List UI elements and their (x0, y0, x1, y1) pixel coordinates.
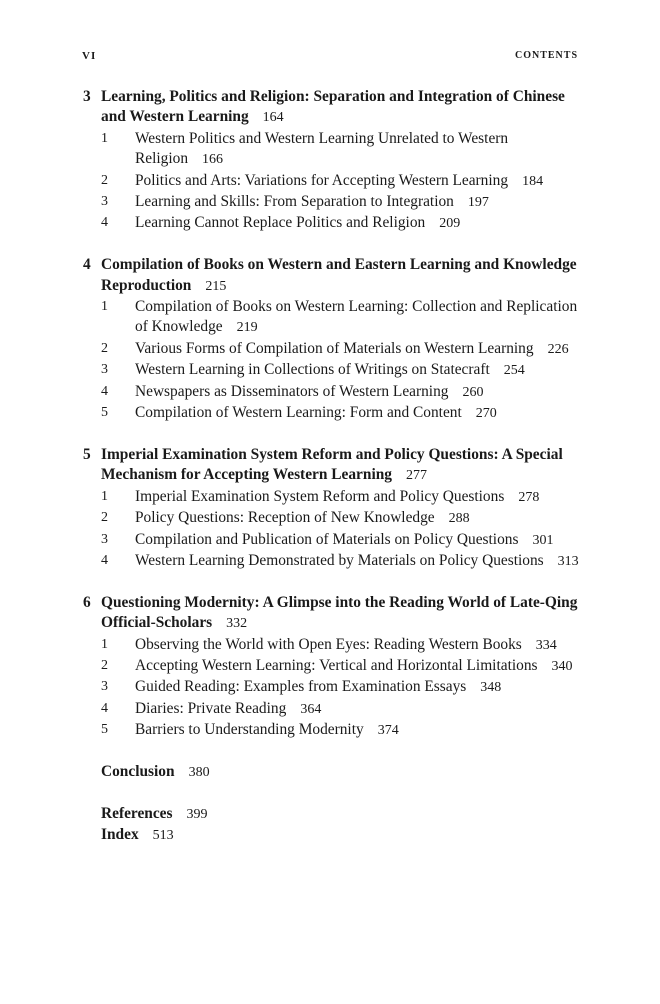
section-title: Compilation and Publication of Materials on Policy Questions (135, 530, 519, 548)
section-number: 3 (101, 531, 108, 547)
page-number: 226 (547, 341, 569, 357)
section-entry[interactable] (82, 508, 582, 529)
running-head (82, 50, 578, 64)
page-number: 219 (236, 320, 258, 336)
section-title: Compilation of Books on Western Learning: Collection and Replication of Knowledge (135, 298, 578, 336)
section-title: Imperial Examination System Reform and Policy Questions (135, 487, 505, 505)
section-number: 2 (101, 172, 108, 188)
section-number: 3 (101, 679, 108, 695)
chapter-title: Questioning Modernity: A Glimpse into the Reading World of Late-Qing Official-Scholars (101, 593, 578, 632)
running-title: CONTENTS (514, 50, 578, 61)
section-number: 3 (101, 362, 108, 378)
section-number: 4 (101, 383, 108, 399)
section-number: 1 (101, 130, 108, 146)
chapter-entry[interactable] (82, 255, 582, 297)
section-title: Western Politics and Western Learning Unrelated to Western Religion (135, 129, 509, 168)
section-title: Learning Cannot Replace Politics and Religion (135, 214, 426, 232)
spacer (82, 783, 582, 803)
page-number: 215 (205, 278, 227, 294)
section-title: Politics and Arts: Variations for Accepting Western Learning (135, 171, 509, 189)
page-number: 277 (405, 468, 427, 484)
section-number: 4 (101, 215, 108, 231)
page-number: 288 (448, 511, 470, 527)
section-title: Policy Questions: Reception of New Knowledge (135, 509, 435, 527)
section-entry[interactable] (82, 677, 582, 698)
section-number: 2 (101, 340, 108, 356)
page-number: 197 (467, 195, 489, 211)
section-number: 1 (101, 488, 108, 504)
back-matter-title: Index (101, 826, 139, 844)
page-number: 313 (557, 553, 579, 569)
page-number: 301 (532, 532, 554, 548)
page-number: 348 (480, 680, 502, 696)
section-entry[interactable] (82, 382, 582, 403)
back-matter-title: Conclusion (101, 762, 175, 780)
page-number: 166 (202, 152, 224, 168)
section-title: Learning and Skills: From Separation to Integration (135, 193, 454, 211)
section-title: Newspapers as Disseminators of Western Learning (135, 382, 449, 400)
back-matter-title: References (101, 804, 173, 822)
page-number: 374 (377, 723, 399, 739)
page-number: 513 (152, 828, 174, 844)
page-number: 270 (475, 406, 497, 422)
section-entry[interactable] (82, 339, 582, 360)
section-entry[interactable] (82, 720, 582, 741)
section-title: Compilation of Western Learning: Form and Content (135, 404, 462, 422)
chapter-title: Imperial Examination System Reform and Policy Questions: A Special Mechanism for Accepting Western Learning (101, 445, 563, 484)
chapter-number: 5 (83, 445, 91, 463)
page-number: 340 (551, 658, 573, 674)
chapter-title: Compilation of Books on Western and Eastern Learning and Knowledge Reproduction (101, 256, 577, 294)
chapter-entry[interactable] (82, 593, 582, 635)
page-number: 209 (439, 216, 461, 232)
section-entry[interactable] (82, 530, 582, 551)
section-entry[interactable] (82, 192, 582, 213)
chapter-number: 6 (83, 593, 91, 611)
toc-references[interactable] (82, 804, 582, 825)
page-number: 399 (186, 806, 208, 822)
section-entry[interactable] (82, 551, 582, 572)
chapter-title: Learning, Politics and Religion: Separation and Integration of Chinese and Western Learning (101, 88, 565, 126)
section-entry[interactable] (82, 213, 582, 234)
page-number: 254 (503, 363, 525, 379)
table-of-contents (82, 87, 582, 847)
toc-index[interactable] (82, 825, 582, 846)
section-entry[interactable] (82, 129, 582, 171)
toc-chapter-5 (82, 445, 582, 572)
section-number: 4 (101, 700, 108, 716)
section-title: Guided Reading: Examples from Examination Essays (135, 678, 467, 696)
page-number: 364 (300, 701, 322, 717)
section-entry[interactable] (82, 171, 582, 192)
section-title: Diaries: Private Reading (135, 699, 287, 717)
toc-chapter-3 (82, 87, 582, 235)
section-entry[interactable] (82, 699, 582, 720)
section-number: 5 (101, 405, 108, 421)
chapter-entry[interactable] (82, 87, 582, 129)
chapter-number: 4 (83, 256, 91, 274)
toc-chapter-6 (82, 593, 582, 742)
section-entry[interactable] (82, 487, 582, 508)
section-entry[interactable] (82, 635, 582, 656)
section-title: Accepting Western Learning: Vertical and Horizontal Limitations (135, 656, 538, 674)
section-number: 3 (101, 194, 108, 210)
chapter-entry[interactable] (82, 445, 582, 487)
page-number: 334 (535, 637, 557, 653)
page-number: 260 (462, 384, 484, 400)
page-number: 278 (518, 489, 540, 505)
section-title: Various Forms of Compilation of Materials on Western Learning (135, 339, 534, 357)
section-title: Barriers to Understanding Modernity (135, 721, 364, 739)
section-number: 1 (101, 636, 108, 652)
page-number: 164 (262, 110, 284, 126)
section-number: 2 (101, 510, 108, 526)
section-entry[interactable] (82, 656, 582, 677)
page-number: 184 (522, 173, 544, 189)
section-title: Western Learning Demonstrated by Materials on Policy Questions (135, 551, 544, 569)
section-entry[interactable] (82, 297, 582, 339)
page-number: 380 (188, 764, 210, 780)
section-entry[interactable] (82, 360, 582, 381)
section-number: 1 (101, 299, 108, 315)
section-number: 4 (101, 552, 108, 568)
section-title: Observing the World with Open Eyes: Reading Western Books (135, 635, 522, 653)
page-number: 332 (226, 616, 248, 632)
section-number: 2 (101, 657, 108, 673)
chapter-number: 3 (83, 88, 91, 105)
section-number: 5 (101, 722, 108, 738)
page-folio: VI (82, 50, 97, 62)
toc-chapter-4 (82, 255, 582, 424)
section-entry[interactable] (82, 403, 582, 424)
toc-conclusion[interactable] (82, 762, 582, 783)
section-title: Western Learning in Collections of Writings on Statecraft (135, 361, 490, 379)
